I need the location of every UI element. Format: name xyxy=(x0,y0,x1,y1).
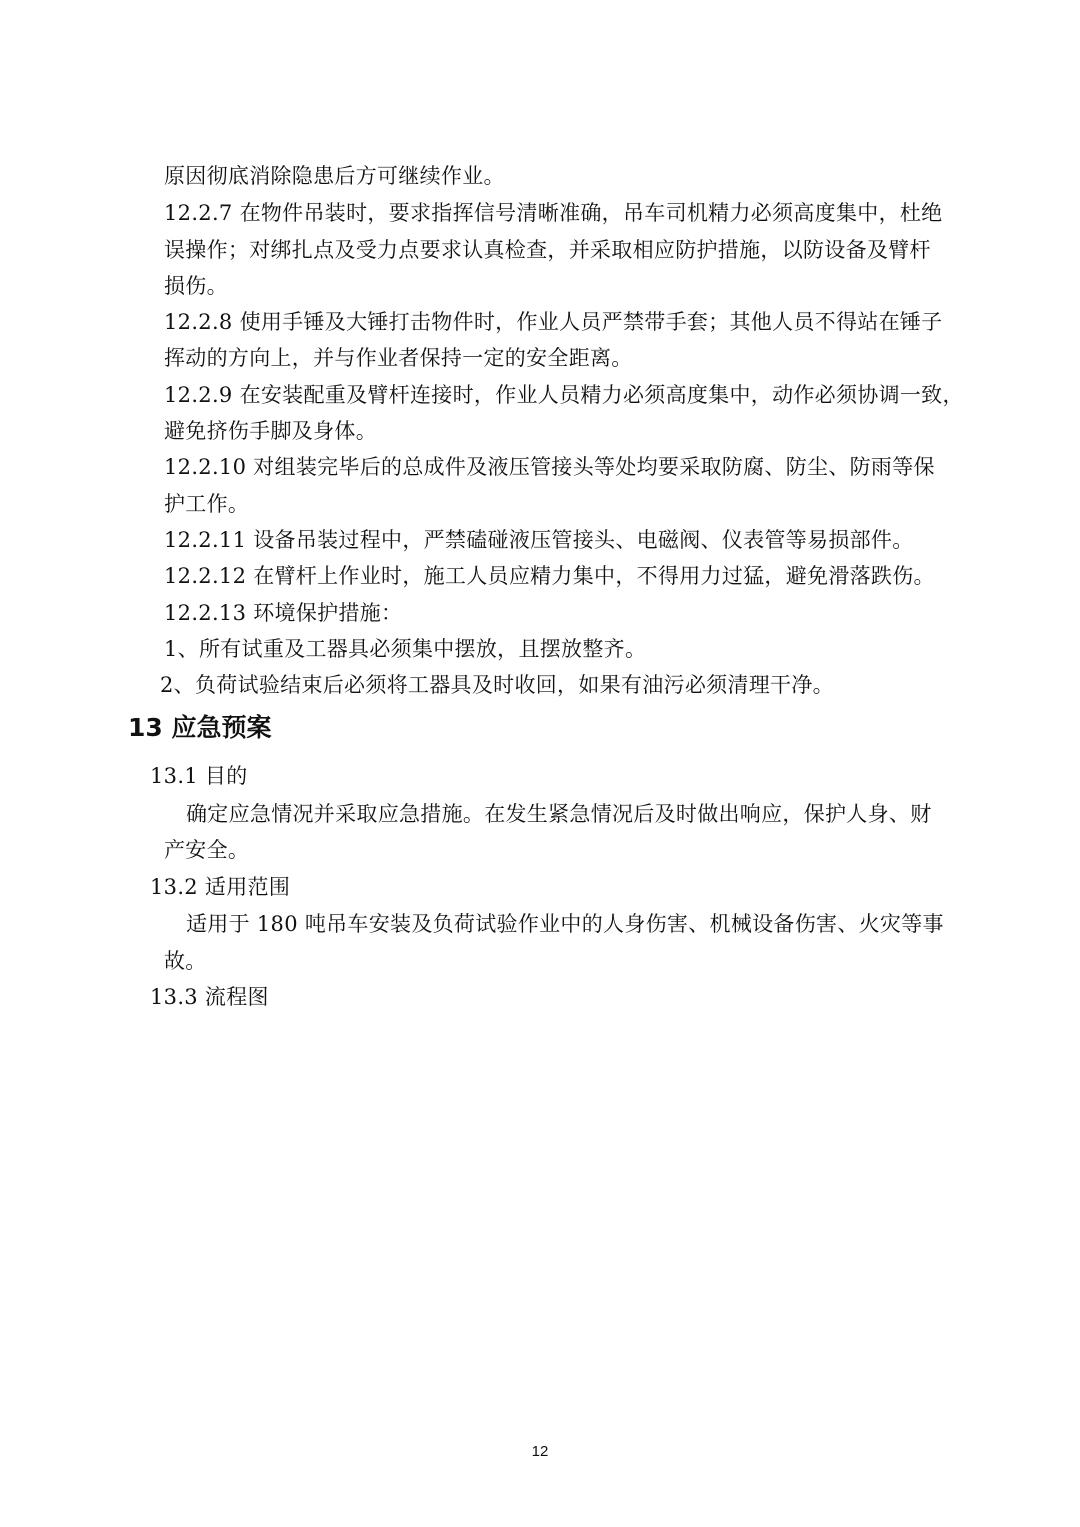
paragraph-line: 12.2.10 对组装完毕后的总成件及液压管接头等处均要采取防腐、防尘、防雨等保 xyxy=(164,455,935,479)
section-heading: 13 应急预案 xyxy=(128,713,272,742)
page-number: 12 xyxy=(531,1443,549,1460)
list-item: 1、所有试重及工器具必须集中摆放，且摆放整齐。 xyxy=(164,637,647,661)
paragraph-line: 避免挤伤手脚及身体。 xyxy=(164,419,377,443)
paragraph-line: 确定应急情况并采取应急措施。在发生紧急情况后及时做出响应，保护人身、财 xyxy=(186,802,932,826)
paragraph-line: 适用于 180 吨吊车安装及负荷试验作业中的人身伤害、机械设备伤害、火灾等事 xyxy=(186,912,944,936)
paragraph-line: 12.2.8 使用手锤及大锤打击物件时，作业人员严禁带手套；其他人员不得站在锤子 xyxy=(164,310,943,334)
paragraph-line: 产安全。 xyxy=(164,838,250,862)
paragraph-line: 原因彻底消除隐患后方可继续作业。 xyxy=(164,164,505,188)
paragraph-line: 12.2.7 在物件吊装时，要求指挥信号清晰准确，吊车司机精力必须高度集中，杜绝 xyxy=(164,201,943,225)
paragraph-line: 故。 xyxy=(164,949,207,973)
paragraph-line: 损伤。 xyxy=(164,274,228,298)
paragraph-line: 12.2.13 环境保护措施： xyxy=(164,601,403,625)
list-item: 2、负荷试验结束后必须将工器具及时收回，如果有油污必须清理干净。 xyxy=(160,673,834,697)
paragraph-line: 挥动的方向上，并与作业者保持一定的安全距离。 xyxy=(164,346,633,370)
paragraph-line: 误操作；对绑扎点及受力点要求认真检查，并采取相应防护措施，以防设备及臂杆 xyxy=(164,238,931,262)
subsection-heading: 13.3 流程图 xyxy=(150,985,269,1009)
paragraph-line: 12.2.11 设备吊装过程中，严禁磕碰液压管接头、电磁阀、仪表管等易损部件。 xyxy=(164,528,914,552)
subsection-heading: 13.2 适用范围 xyxy=(150,875,291,899)
paragraph-line: 12.2.9 在安装配重及臂杆连接时，作业人员精力必须高度集中，动作必须协调一致， xyxy=(164,383,964,407)
paragraph-line: 12.2.12 在臂杆上作业时，施工人员应精力集中，不得用力过猛，避免滑落跌伤。 xyxy=(164,564,935,588)
paragraph-line: 护工作。 xyxy=(164,492,250,516)
subsection-heading: 13.1 目的 xyxy=(150,764,248,788)
